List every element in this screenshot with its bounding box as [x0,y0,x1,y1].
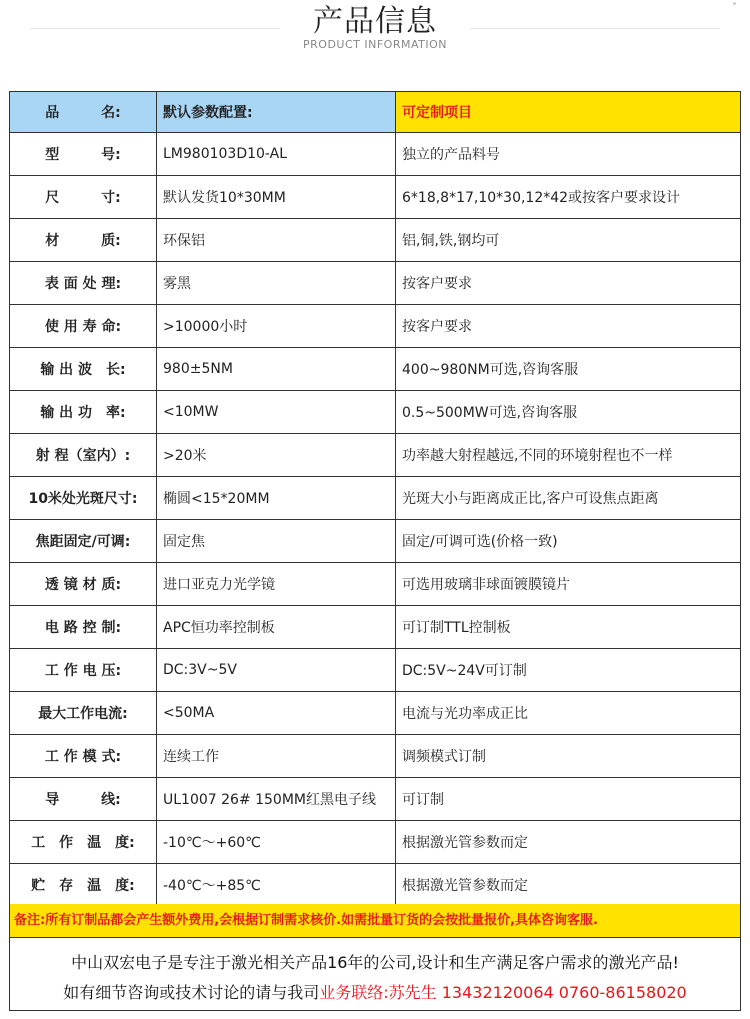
page-header [0,0,750,60]
param-name-cell: 输 出 波 长: [10,348,157,391]
custom-option-cell: 功率越大射程越远,不同的环境射程也不一样 [396,434,741,477]
custom-option-cell: 按客户要求 [396,305,741,348]
param-name-cell: 贮 存 温 度: [10,864,157,907]
default-value-cell: 环保铝 [157,219,396,262]
table-row [10,606,741,649]
default-value-cell: 椭圆<15*20MM [157,477,396,520]
table-row [10,778,741,821]
table-header-row [10,92,741,133]
default-value-cell: 980±5NM [157,348,396,391]
param-name-cell: 焦距固定/可调: [10,520,157,563]
page-subtitle: PRODUCT INFORMATION [303,38,447,51]
custom-option-cell: 固定/可调可选(价格一致) [396,520,741,563]
contact-line [10,980,740,1003]
default-value-cell: 默认发货10*30MM [157,176,396,219]
table-row [10,735,741,778]
contact-info: 业务联络:苏先生 13432120064 0760-86158020 [319,983,687,1002]
table-row [10,434,741,477]
custom-option-cell: 400~980NM可选,咨询客服 [396,348,741,391]
param-name-cell: 工 作 电 压: [10,649,157,692]
param-name-cell: 最大工作电流: [10,692,157,735]
default-value-cell: >10000小时 [157,305,396,348]
spec-table [9,91,741,907]
custom-option-cell: 根据激光管参数而定 [396,864,741,907]
table-row [10,348,741,391]
default-value-cell: APC恒功率控制板 [157,606,396,649]
company-footer [9,938,741,1011]
param-name-cell: 导 线: [10,778,157,821]
custom-option-cell: 电流与光功率成正比 [396,692,741,735]
custom-option-cell: 独立的产品料号 [396,133,741,176]
default-value-cell: 连续工作 [157,735,396,778]
param-name-cell: 尺 寸: [10,176,157,219]
default-value-cell: -40℃～+85℃ [157,864,396,907]
header-cell-custom: 可定制项目 [396,92,741,133]
table-row [10,864,741,907]
table-row [10,692,741,735]
param-name-cell: 使 用 寿 命: [10,305,157,348]
default-value-cell: >20米 [157,434,396,477]
custom-option-cell: 调频模式订制 [396,735,741,778]
header-cell-default: 默认参数配置: [157,92,396,133]
default-value-cell: <10MW [157,391,396,434]
table-row [10,133,741,176]
param-name-cell: 电 路 控 制: [10,606,157,649]
table-row [10,649,741,692]
custom-option-cell: 按客户要求 [396,262,741,305]
param-name-cell: 型 号: [10,133,157,176]
default-value-cell: LM980103D10-AL [157,133,396,176]
table-row [10,520,741,563]
table-row [10,219,741,262]
custom-option-cell: DC:5V~24V可订制 [396,649,741,692]
custom-option-cell: 可订制TTL控制板 [396,606,741,649]
custom-option-cell: 光斑大小与距离成正比,客户可设焦点距离 [396,477,741,520]
page-title: 产品信息 [313,4,437,39]
default-value-cell: UL1007 26# 150MM红黑电子线 [157,778,396,821]
custom-option-cell: 可选用玻璃非球面镀膜镜片 [396,563,741,606]
param-name-cell: 输 出 功 率: [10,391,157,434]
param-name-cell: 射 程（室内）: [10,434,157,477]
custom-option-cell: 铝,铜,铁,钢均可 [396,219,741,262]
note-banner: 备注:所有订制品都会产生额外费用,会根据订制需求核价.如需批量订货的会按批量报价,具体咨询客服. [9,904,741,938]
table-row [10,391,741,434]
custom-option-cell: 可订制 [396,778,741,821]
param-name-cell: 透 镜 材 质: [10,563,157,606]
contact-prefix: 如有细节咨询或技术讨论的请与我司 [63,983,320,1002]
decorative-dot [733,2,736,5]
default-value-cell: <50MA [157,692,396,735]
default-value-cell: 进口亚克力光学镜 [157,563,396,606]
company-intro: 中山双宏电子是专注于激光相关产品16年的公司,设计和生产满足客户需求的激光产品! [71,953,679,972]
default-value-cell: -10℃～+60℃ [157,821,396,864]
custom-option-cell: 根据激光管参数而定 [396,821,741,864]
param-name-cell: 10米处光斑尺寸: [10,477,157,520]
param-name-cell: 表 面 处 理: [10,262,157,305]
param-name-cell: 材 质: [10,219,157,262]
param-name-cell: 工 作 模 式: [10,735,157,778]
table-row [10,262,741,305]
table-row [10,563,741,606]
default-value-cell: 固定焦 [157,520,396,563]
table-row [10,305,741,348]
default-value-cell: 雾黑 [157,262,396,305]
table-row [10,176,741,219]
table-row [10,821,741,864]
custom-option-cell: 6*18,8*17,10*30,12*42或按客户要求设计 [396,176,741,219]
custom-option-cell: 0.5~500MW可选,咨询客服 [396,391,741,434]
table-row [10,477,741,520]
header-cell-name: 品 名: [10,92,157,133]
param-name-cell: 工 作 温 度: [10,821,157,864]
default-value-cell: DC:3V~5V [157,649,396,692]
